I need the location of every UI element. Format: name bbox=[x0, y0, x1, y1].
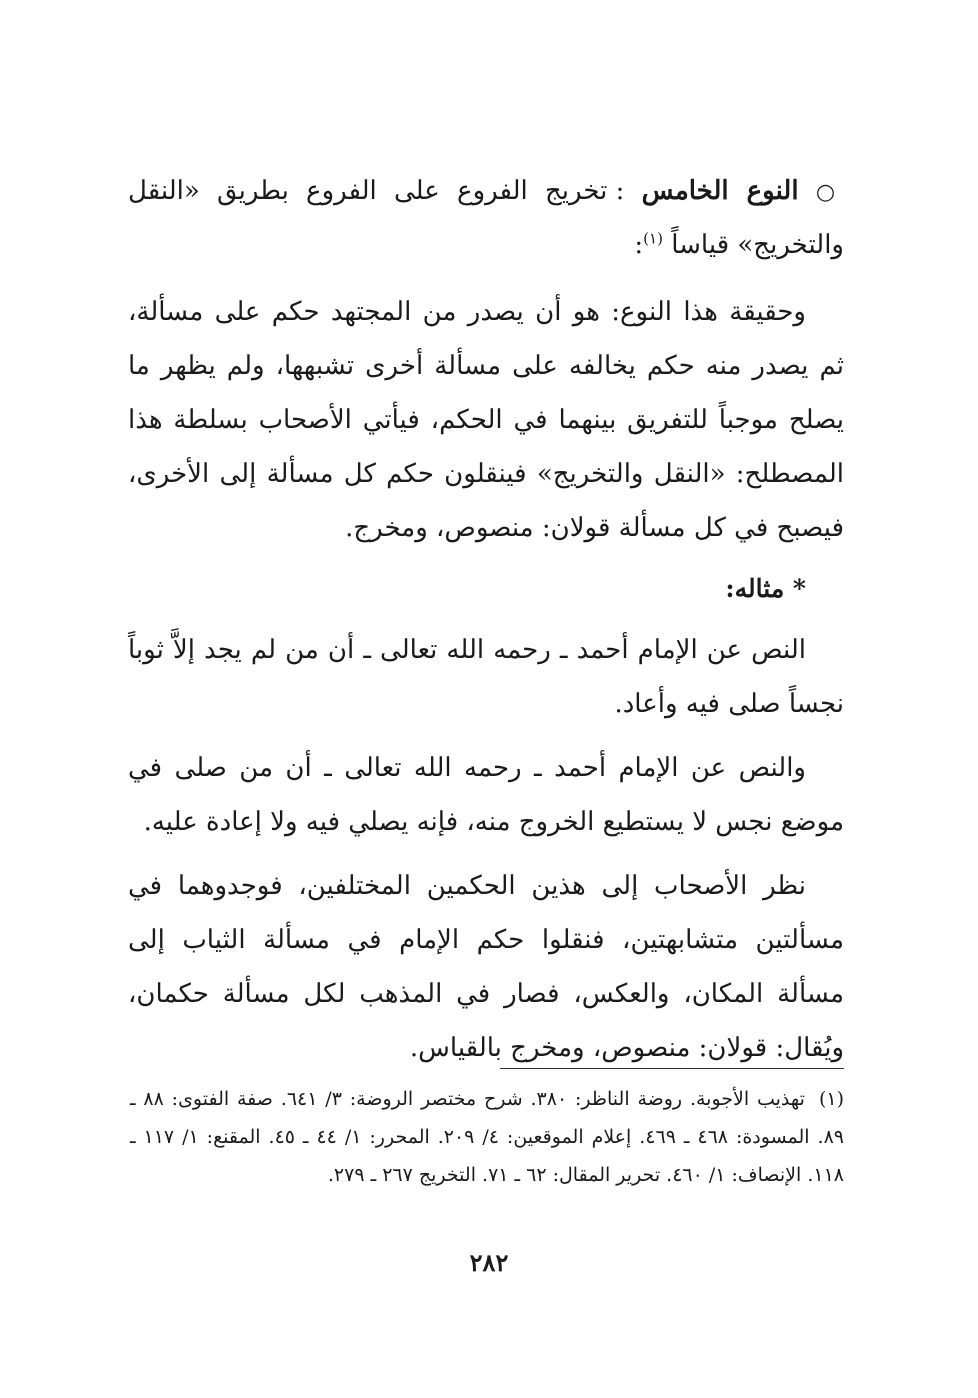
page-body bbox=[128, 165, 844, 1075]
heading-tail: : bbox=[634, 230, 644, 260]
heading-lead: النوع الخامس bbox=[641, 176, 799, 206]
footnote-number: (١) bbox=[818, 1088, 844, 1110]
second-text-paragraph: والنص عن الإمام أحمد ـ رحمه الله تعالى ـ أن من صلى في موضع نجس لا يستطيع الخروج منه، فإنه يصلي فيه ولا إعادة عليه. bbox=[128, 753, 844, 837]
footnote-separator bbox=[500, 1068, 844, 1069]
example-label: * مثاله: bbox=[725, 574, 806, 603]
heading-text: : تخريج الفروع على الفروع بطريق «النقل والتخريج» قياساً bbox=[128, 176, 844, 260]
footnote-text: تهذيب الأجوبة. روضة الناظر: ٣٨٠. شرح مختصر الروضة: ٣/ ٦٤١. صفة الفتوى: ٨٨ ـ ٨٩. المسودة: ٤٦٨ ـ ٤٦٩. إعلام الموقعين: ٤/ ٢٠٩. المحرر: ١/ ٤٤ ـ ٤٥. المقنع: ١/ ١١٧ ـ ١١٨. الإنصاف: ١/ ٤٦٠. تحرير المقال: ٦٢ ـ ٧١. التخريج ٢٦٧ ـ ٢٧٩. bbox=[130, 1088, 844, 1186]
first-text-paragraph: النص عن الإمام أحمد ـ رحمه الله تعالى ـ أن من لم يجد إلاَّ ثوباً نجساً صلى فيه وأعاد. bbox=[128, 635, 844, 719]
footnote-reference[interactable]: (١) bbox=[643, 229, 663, 248]
section-heading bbox=[128, 165, 844, 271]
third-text-paragraph: نظر الأصحاب إلى هذين الحكمين المختلفين، فوجدوهما في مسألتين متشابهتين، فنقلوا حكم الإمام في مسألة الثياب إلى مسألة المكان، والعكس، فصار في المذهب لكل مسألة حكمان، ويُقال: قولان: منصوص، ومخرج بالقياس. bbox=[128, 871, 844, 1063]
definition-paragraph: وحقيقة هذا النوع: هو أن يصدر من المجتهد حكم على مسألة، ثم يصدر منه حكم يخالفه على مسألة أخرى تشبهها، ولم يظهر ما يصلح موجباً للتفريق بينهما في الحكم، فيأتي الأصحاب بسلطة هذا المصطلح: «النقل والتخريج» فينقلون حكم كل مسألة إلى الأخرى، فيصبح في كل مسألة قولان: منصوص، ومخرج. bbox=[128, 297, 844, 543]
footnote bbox=[130, 1080, 844, 1194]
page-number: ٢٨٢ bbox=[469, 1248, 509, 1277]
circle-marker-icon: ○ bbox=[815, 180, 845, 205]
